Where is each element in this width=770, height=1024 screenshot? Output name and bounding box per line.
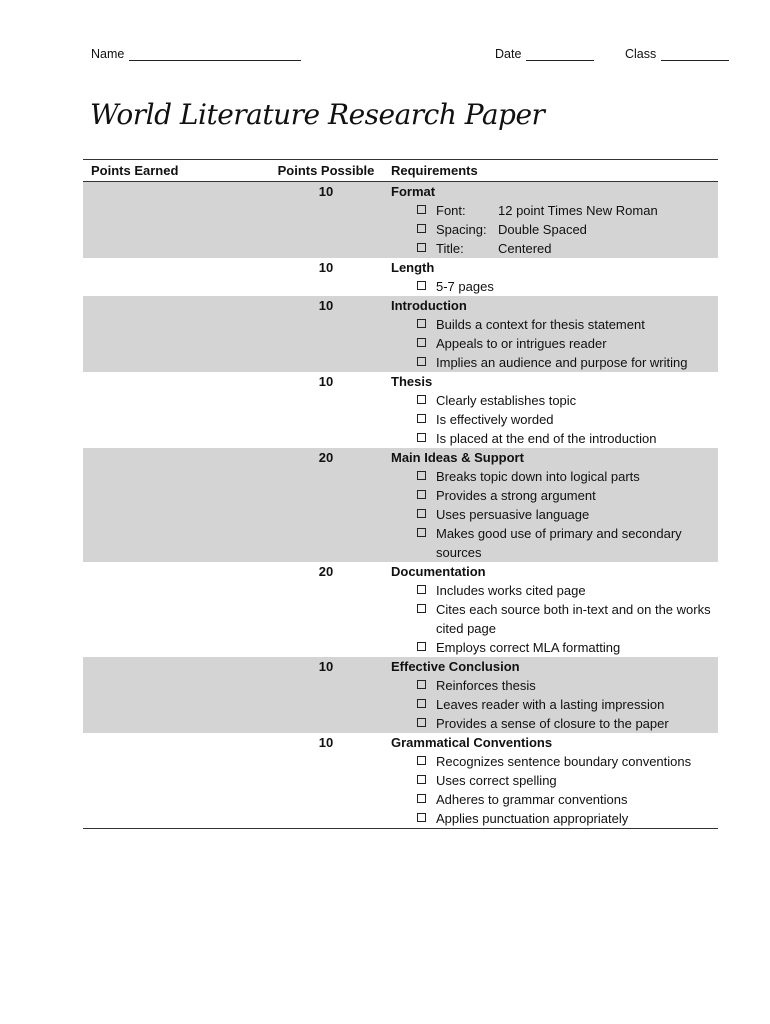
name-label: Name (91, 47, 125, 61)
points-earned-cell[interactable] (83, 448, 261, 562)
checklist-item-text (436, 391, 718, 410)
requirements-cell (391, 296, 718, 372)
checkbox-icon[interactable] (417, 338, 426, 347)
col-header-requirements: Requirements (391, 163, 478, 178)
checklist-item (391, 486, 718, 505)
category-title: Grammatical Conventions (391, 735, 553, 750)
checkbox-icon[interactable] (417, 490, 426, 499)
category-title: Introduction (391, 298, 467, 313)
date-blank[interactable] (526, 46, 594, 61)
checklist-item-value: Provides a strong argument (436, 488, 596, 503)
points-possible-cell: 10 (318, 659, 334, 674)
checklist-item (391, 353, 718, 372)
checkbox-icon[interactable] (417, 528, 426, 537)
checklist-item-value: Cites each source both in-text and on the works cited page (436, 602, 711, 636)
table-row (83, 258, 718, 296)
checklist-item-text (436, 752, 718, 771)
checkbox-icon[interactable] (417, 395, 426, 404)
checklist-item-value: Is placed at the end of the introduction (436, 431, 657, 446)
requirements-cell (391, 448, 718, 562)
checklist-item-label: Spacing: (436, 222, 487, 237)
checkbox-icon[interactable] (417, 281, 426, 290)
checklist-item (391, 429, 718, 448)
checklist-item-value: Is effectively worded (436, 412, 554, 427)
checklist-item-label: Title: (436, 241, 464, 256)
checkbox-icon[interactable] (417, 718, 426, 727)
checklist-item-text (436, 334, 718, 353)
checklist-item (391, 809, 718, 828)
requirements-cell (391, 182, 718, 258)
category-title: Length (391, 260, 435, 275)
checkbox-icon[interactable] (417, 775, 426, 784)
table-row (83, 372, 718, 448)
rubric-table (83, 159, 718, 829)
checklist (391, 391, 718, 448)
points-earned-cell[interactable] (83, 182, 261, 258)
checklist-item-text (436, 467, 718, 486)
points-earned-cell[interactable] (83, 296, 261, 372)
col-header-points-possible: Points Possible (277, 163, 375, 178)
table-row (83, 657, 718, 733)
category-title: Documentation (391, 564, 486, 579)
checklist-item-text (436, 695, 718, 714)
checklist (391, 752, 718, 828)
checkbox-icon[interactable] (417, 756, 426, 765)
checklist-item-value: Reinforces thesis (436, 678, 536, 693)
points-earned-cell[interactable] (83, 657, 261, 733)
checklist-item-value: Includes works cited page (436, 583, 586, 598)
name-field[interactable] (91, 46, 301, 61)
checklist-item-value: Recognizes sentence boundary conventions (436, 754, 692, 769)
checkbox-icon[interactable] (417, 319, 426, 328)
requirements-cell (391, 372, 718, 448)
checklist-item (391, 790, 718, 809)
table-row (83, 562, 718, 657)
points-possible-cell: 10 (318, 735, 334, 750)
checkbox-icon[interactable] (417, 224, 426, 233)
checklist-item-text (436, 809, 718, 828)
checklist-item-text (436, 581, 718, 600)
checklist-item-value: Builds a context for thesis statement (436, 317, 645, 332)
checklist-item (391, 220, 718, 239)
checkbox-icon[interactable] (417, 414, 426, 423)
checkbox-icon[interactable] (417, 205, 426, 214)
checkbox-icon[interactable] (417, 794, 426, 803)
checklist-item (391, 676, 718, 695)
checklist-item (391, 695, 718, 714)
checklist-item-text (436, 410, 718, 429)
checklist-item (391, 315, 718, 334)
table-body (83, 182, 718, 828)
checklist-item-value: Uses persuasive language (436, 507, 590, 522)
checklist-item-text (436, 790, 718, 809)
checklist-item-text (436, 505, 718, 524)
checklist-item-value: Leaves reader with a lasting impression (436, 697, 665, 712)
checkbox-icon[interactable] (417, 604, 426, 613)
checklist (391, 676, 718, 733)
table-row (83, 733, 718, 828)
col-header-points-earned: Points Earned (91, 163, 179, 178)
checklist-item (391, 600, 718, 638)
checklist-item-value: Uses correct spelling (436, 773, 557, 788)
checkbox-icon[interactable] (417, 509, 426, 518)
class-blank[interactable] (661, 46, 729, 61)
checklist (391, 467, 718, 562)
page-title: World Literature Research Paper (90, 98, 545, 131)
checklist-item (391, 752, 718, 771)
checklist (391, 581, 718, 657)
checklist-item-text (436, 239, 718, 258)
checklist-item-text (436, 277, 718, 296)
points-possible-cell: 10 (318, 298, 334, 313)
header-fields (0, 46, 770, 66)
checklist-item-text (436, 638, 718, 657)
checklist-item (391, 391, 718, 410)
points-possible-cell: 20 (318, 450, 334, 465)
checkbox-icon[interactable] (417, 243, 426, 252)
checklist-item (391, 201, 718, 220)
checklist-item-text (436, 315, 718, 334)
checklist-item-text (436, 714, 718, 733)
checklist-item-text (436, 600, 718, 638)
checklist (391, 315, 718, 372)
checklist-item-text (436, 220, 718, 239)
table-header (83, 160, 718, 182)
checklist-item-value: Adheres to grammar conventions (436, 792, 628, 807)
points-earned-cell[interactable] (83, 562, 261, 657)
checklist-item (391, 524, 718, 562)
checkbox-icon[interactable] (417, 357, 426, 366)
date-field[interactable] (495, 46, 594, 61)
points-possible-cell: 10 (318, 260, 334, 275)
checklist-item (391, 239, 718, 258)
checklist-item (391, 334, 718, 353)
checklist-item-value: Employs correct MLA formatting (436, 640, 621, 655)
checklist-item (391, 505, 718, 524)
checklist-item-value: Centered (498, 241, 552, 256)
checklist-item-text (436, 524, 718, 562)
checklist-item-value: Applies punctuation appropriately (436, 811, 629, 826)
requirements-cell (391, 562, 718, 657)
checklist-item (391, 410, 718, 429)
points-earned-cell[interactable] (83, 372, 261, 448)
checklist (391, 277, 718, 296)
checklist-item-text (436, 676, 718, 695)
checklist-item (391, 467, 718, 486)
checklist-item-label: Font: (436, 203, 466, 218)
points-possible-cell: 20 (318, 564, 334, 579)
requirements-cell (391, 733, 718, 828)
checkbox-icon[interactable] (417, 699, 426, 708)
table-row (83, 296, 718, 372)
class-label: Class (625, 47, 657, 61)
checklist-item-value: Provides a sense of closure to the paper (436, 716, 669, 731)
name-blank[interactable] (129, 46, 301, 61)
category-title: Main Ideas & Support (391, 450, 524, 465)
table-row (83, 448, 718, 562)
checklist-item (391, 581, 718, 600)
checklist-item-text (436, 201, 718, 220)
checkbox-icon[interactable] (417, 585, 426, 594)
category-title: Format (391, 184, 436, 199)
date-label: Date (495, 47, 522, 61)
checklist-item-value: Double Spaced (498, 222, 587, 237)
checkbox-icon[interactable] (417, 813, 426, 822)
checklist-item-value: 5-7 pages (436, 279, 494, 294)
category-title: Effective Conclusion (391, 659, 520, 674)
checkbox-icon[interactable] (417, 471, 426, 480)
points-possible-cell: 10 (318, 184, 334, 199)
checklist-item (391, 771, 718, 790)
category-title: Thesis (391, 374, 433, 389)
points-possible-cell: 10 (318, 374, 334, 389)
checklist-item-text (436, 429, 718, 448)
checklist-item (391, 714, 718, 733)
checklist-item-value: 12 point Times New Roman (498, 203, 658, 218)
points-earned-cell[interactable] (83, 258, 261, 296)
checklist-item (391, 277, 718, 296)
checklist-item-value: Breaks topic down into logical parts (436, 469, 640, 484)
requirements-cell (391, 258, 718, 296)
requirements-cell (391, 657, 718, 733)
checklist-item-value: Clearly establishes topic (436, 393, 577, 408)
checkbox-icon[interactable] (417, 680, 426, 689)
checkbox-icon[interactable] (417, 642, 426, 651)
checklist-item-value: Makes good use of primary and secondary sources (436, 526, 682, 560)
checklist-item-text (436, 771, 718, 790)
checklist-item-text (436, 486, 718, 505)
points-earned-cell[interactable] (83, 733, 261, 828)
checklist-item-text (436, 353, 718, 372)
checklist-item (391, 638, 718, 657)
checklist (391, 201, 718, 258)
checklist-item-value: Implies an audience and purpose for writing (436, 355, 688, 370)
table-row (83, 182, 718, 258)
checklist-item-value: Appeals to or intrigues reader (436, 336, 607, 351)
class-field[interactable] (625, 46, 729, 61)
checkbox-icon[interactable] (417, 433, 426, 442)
